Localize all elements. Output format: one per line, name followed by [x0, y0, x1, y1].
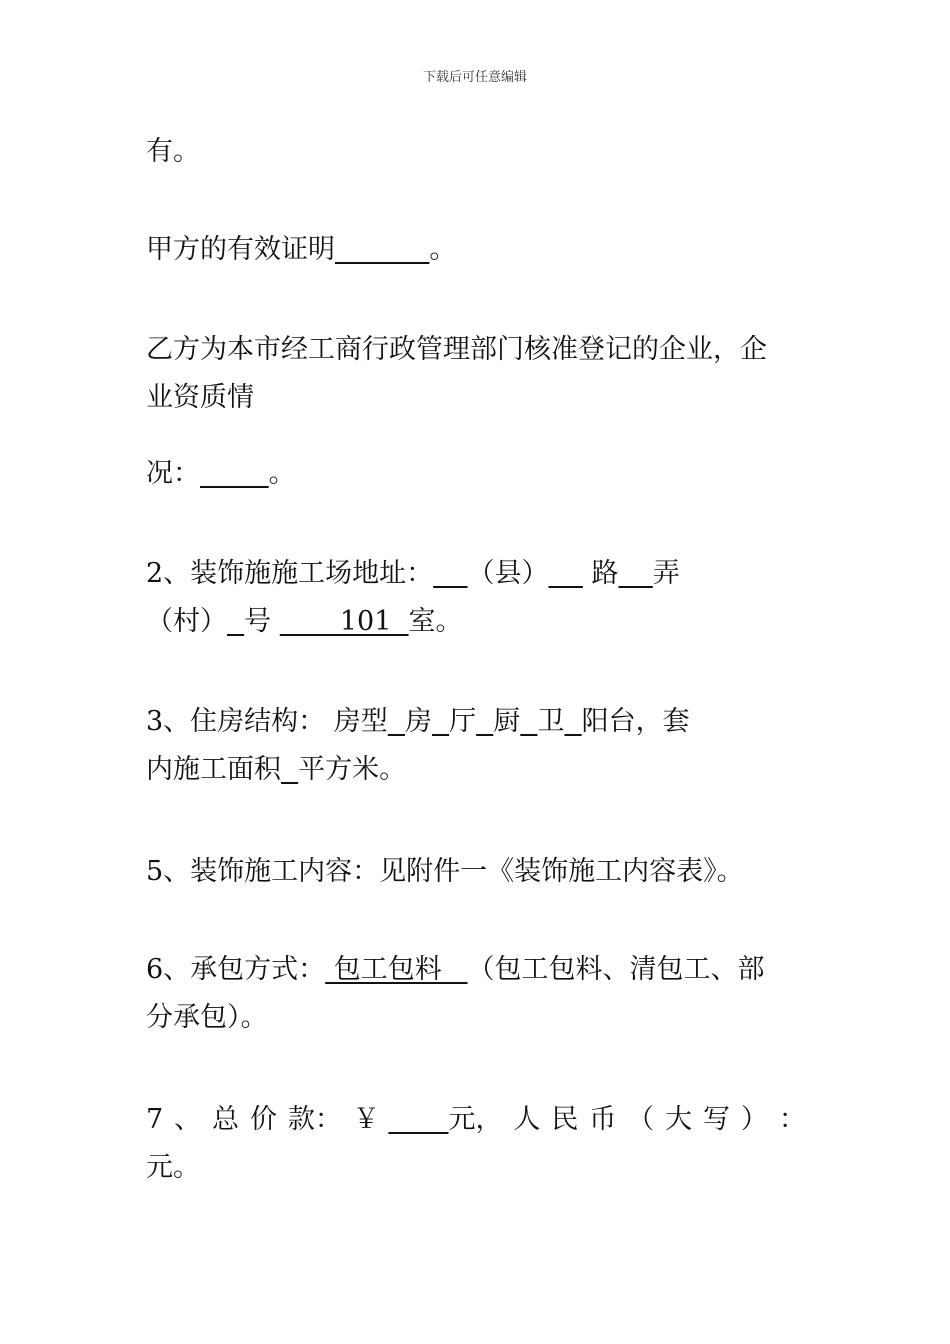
rooms-text: 房	[404, 706, 432, 737]
contract-method-options: （包工包料、清包工、部	[467, 954, 765, 985]
paragraph-3	[146, 326, 811, 422]
qualification-blank[interactable]	[200, 458, 269, 489]
number-blank[interactable]	[227, 606, 244, 637]
item-3-line-1	[146, 698, 811, 746]
yuan-text: 元，	[448, 1104, 503, 1135]
road-text: 路	[582, 558, 619, 589]
party-a-proof-blank[interactable]	[335, 234, 429, 265]
area-text: 内施工面积	[146, 754, 281, 785]
item-7-number: 7	[146, 1104, 164, 1135]
item-6-label: 6、承包方式：	[146, 954, 326, 985]
item-7-char: 写	[703, 1104, 730, 1135]
balconies-text: 阳台，套	[581, 706, 690, 737]
item-7-char: 人	[513, 1104, 541, 1135]
party-a-proof-label: 甲方的有效证明	[146, 234, 335, 265]
halls-blank[interactable]	[432, 706, 449, 737]
item-2-line-1	[146, 550, 811, 598]
room-text: 室。	[408, 606, 463, 637]
price-blank[interactable]	[388, 1104, 448, 1135]
number-text: 号	[244, 606, 280, 637]
item-7-char: 民	[551, 1104, 579, 1135]
balconies-blank[interactable]	[564, 706, 581, 737]
paragraph-3-line-2: 业资质情	[146, 382, 254, 413]
price-group	[353, 1096, 503, 1144]
item-7-char: 价	[249, 1104, 277, 1135]
item-7-char: （	[627, 1104, 655, 1135]
item-3-structure	[146, 698, 811, 794]
lane-text: 弄	[652, 558, 680, 589]
item-7-char: ）	[740, 1104, 768, 1135]
bathrooms-blank[interactable]	[520, 706, 537, 737]
item-5-content: 5、装饰施工内容：见附件一《装饰施工内容表》。	[146, 856, 744, 887]
period: 。	[429, 234, 457, 265]
road-blank[interactable]	[549, 558, 583, 589]
item-3-line-2	[146, 746, 811, 794]
item-2-line-2	[146, 598, 811, 646]
house-type-text: 房型	[333, 706, 388, 737]
item-7-line-1	[146, 1096, 806, 1144]
period: 。	[268, 458, 296, 489]
item-7-char: 款：	[287, 1104, 342, 1135]
area-unit-text: 平方米。	[298, 754, 407, 785]
item-2-address	[146, 550, 811, 646]
item-7-line-2: 元。	[146, 1152, 200, 1183]
item-6-contract-method	[146, 946, 811, 1042]
paragraph-3-line-1: 乙方为本市经工商行政管理部门核准登记的企业，企	[146, 334, 767, 365]
area-blank[interactable]	[281, 754, 298, 785]
item-7-char: 大	[665, 1104, 693, 1135]
bathrooms-text: 卫	[537, 706, 565, 737]
item-7-total-price	[146, 1096, 811, 1192]
lane-blank[interactable]	[618, 558, 652, 589]
paragraph-1: 有。	[146, 136, 200, 167]
county-blank[interactable]	[433, 558, 467, 589]
item-6-line-1	[146, 946, 811, 994]
item-7-char: ：	[778, 1104, 806, 1135]
page-header-note: 下载后可任意编辑	[422, 70, 527, 85]
halls-text: 厅	[449, 706, 477, 737]
item-2-label: 2、装饰施施工场地址：	[146, 558, 434, 589]
item-7-sep: 、	[174, 1104, 202, 1135]
item-7-char: 币	[589, 1104, 617, 1135]
kitchens-text: 厨	[493, 706, 521, 737]
kitchens-blank[interactable]	[476, 706, 493, 737]
paragraph-4	[146, 450, 811, 498]
village-text: （村）	[146, 606, 227, 637]
contract-method-value[interactable]: 包工包料	[325, 954, 468, 985]
paragraph-2	[146, 226, 811, 274]
item-6-line-2: 分承包）。	[146, 1002, 268, 1033]
yuan-symbol: ￥	[352, 1104, 380, 1135]
county-text: （县）	[467, 558, 549, 589]
room-number-value[interactable]: 101	[279, 606, 409, 637]
qualification-label: 况：	[146, 458, 200, 489]
item-7-char: 总	[212, 1104, 240, 1135]
rooms-blank[interactable]	[388, 706, 405, 737]
item-3-label: 3、住房结构：	[146, 706, 326, 737]
